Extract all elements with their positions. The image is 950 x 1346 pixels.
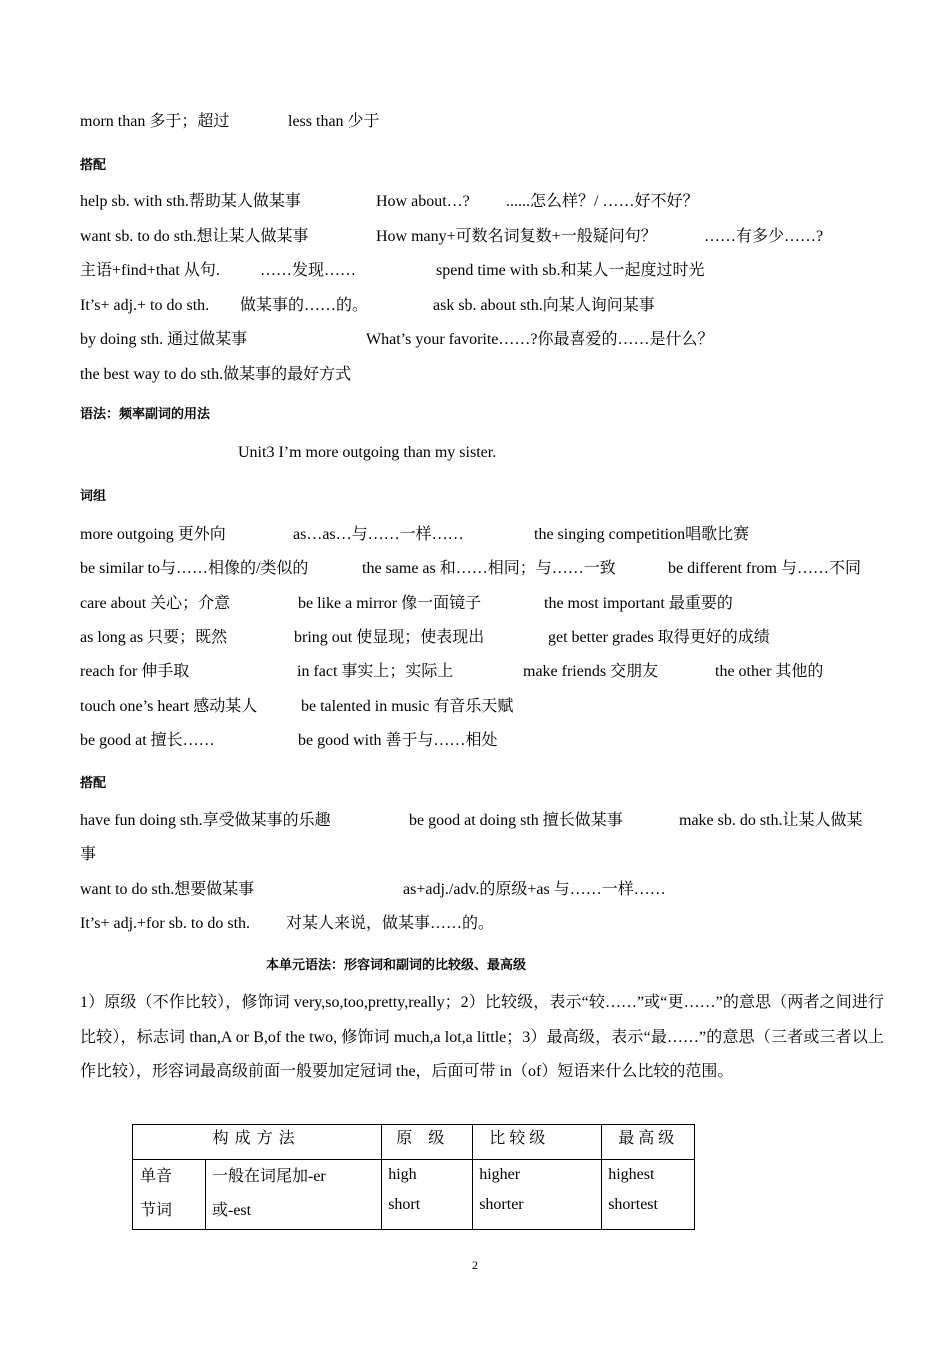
cell-line: 一般在词尾加-er	[212, 1168, 326, 1185]
phrase-item: the most important 最重要的	[544, 595, 733, 612]
phrase-item: want to do sth.想要做某事	[80, 881, 255, 898]
table-row	[133, 1160, 695, 1230]
phrase-item: ask sb. about sth.向某人询问某事	[433, 297, 655, 314]
grammar-heading: 本单元语法：形容词和副词的比较级、最高级	[266, 958, 527, 973]
phrase-item: 对某人来说，做某事……的。	[286, 915, 495, 932]
phrase-item: 做某事的……的。	[240, 297, 369, 314]
phrase-item: as long as 只要；既然	[80, 629, 228, 646]
phrase-item: How about…?	[376, 193, 470, 210]
phrase-item: It’s+ adj.+for sb. to do sth.	[80, 915, 251, 932]
phrase-item: be like a mirror 像一面镜子	[298, 595, 482, 612]
phrase-item: make sb. do sth.让某人做某	[679, 812, 863, 829]
phrase-item: spend time with sb.和某人一起度过时光	[436, 262, 705, 279]
cell-line: shortest	[608, 1196, 658, 1213]
phrase-item: ……有多少……?	[704, 228, 824, 245]
section-heading: 词组	[80, 489, 107, 504]
phrase-item: How many+可数名词复数+一般疑问句？	[376, 228, 657, 245]
cell-line: shorter	[479, 1196, 524, 1213]
phrase-item: the same as 和……相同；与……一致	[362, 560, 616, 577]
grammar-heading: 语法：频率副词的用法	[80, 407, 211, 422]
phrase-item: in fact 事实上；实际上	[297, 663, 454, 680]
header-cell: 构 成 方 法	[133, 1125, 382, 1160]
table-cell	[133, 1160, 206, 1230]
phrase-item: be good with 善于与……相处	[298, 732, 498, 749]
page-number: 2	[472, 1258, 478, 1272]
phrase-item: care about 关心；介意	[80, 595, 231, 612]
cell-line: 单音	[140, 1168, 173, 1185]
cell-line: high	[388, 1166, 417, 1183]
phrase-item: as…as…与……一样……	[293, 526, 464, 543]
header-cell: 最 高 级	[602, 1125, 695, 1160]
vocab-item: morn than 多于；超过	[80, 113, 230, 130]
cell-line: highest	[608, 1166, 655, 1183]
phrase-item: ......怎么样？/ ……好不好？	[506, 193, 699, 210]
cell-line: 或-est	[212, 1202, 252, 1219]
section-heading: 搭配	[80, 158, 107, 173]
phrase-item: be good at 擅长……	[80, 732, 215, 749]
phrase-item: get better grades 取得更好的成绩	[548, 629, 770, 646]
table-header-row	[133, 1125, 695, 1160]
phrase-item: reach for 伸手取	[80, 663, 190, 680]
phrase-item: make friends 交朋友	[523, 663, 659, 680]
table-cell	[382, 1160, 473, 1230]
vocab-item: less than 少于	[288, 113, 380, 130]
phrase-item: bring out 使显现；使表现出	[294, 629, 485, 646]
cell-line: 节词	[140, 1202, 173, 1219]
phrase-item: as+adj./adv.的原级+as 与……一样……	[403, 881, 666, 898]
table-cell	[206, 1160, 382, 1230]
phrase-item: be different from 与……不同	[668, 560, 861, 577]
phrase-item: touch one’s heart 感动某人	[80, 698, 258, 715]
phrase-item: 主语+find+that 从句.	[80, 262, 220, 279]
table-cell	[602, 1160, 695, 1230]
phrase-item: have fun doing sth.享受做某事的乐趣	[80, 812, 331, 829]
section-heading: 搭配	[80, 776, 107, 791]
cell-line: higher	[479, 1166, 521, 1183]
phrase-item: want sb. to do sth.想让某人做某事	[80, 228, 309, 245]
header-cell: 原 级	[382, 1125, 473, 1160]
phrase-item: by doing sth. 通过做某事	[80, 331, 248, 348]
phrase-item: be similar to与……相像的/类似的	[80, 560, 309, 577]
unit-title: Unit3 I’m more outgoing than my sister.	[238, 444, 497, 461]
phrase-item: It’s+ adj.+ to do sth.	[80, 297, 210, 314]
table-cell	[473, 1160, 602, 1230]
phrase-item: 事	[80, 846, 97, 863]
cell-line: short	[388, 1196, 421, 1213]
phrase-item: be talented in music 有音乐天赋	[301, 698, 514, 715]
phrase-item: ……发现……	[260, 262, 357, 279]
phrase-item: be good at doing sth 擅长做某事	[409, 812, 623, 829]
grammar-paragraph: 1）原级（不作比较），修饰词 very,so,too,pretty,really；2）比较级，表示“较……”或“更……”的意思（两者之间进行比较），标志词 than,A or B,of the two, 修饰词 much,a lot,a little；3）最高级，表示“最……”的意思（三者或三者以上作比较），形容词最高级前面一般要加定冠词 the，后面可带 in（of）短语来什么比较的范围。	[80, 994, 884, 1080]
phrase-item: help sb. with sth.帮助某人做某事	[80, 193, 301, 210]
comparison-table	[132, 1124, 695, 1230]
phrase-item: more outgoing 更外向	[80, 526, 226, 543]
header-cell: 比 较 级	[473, 1125, 602, 1160]
phrase-item: the other 其他的	[715, 663, 824, 680]
phrase-item: the best way to do sth.做某事的最好方式	[80, 366, 352, 383]
phrase-item: What’s your favorite……?你最喜爱的……是什么？	[366, 331, 714, 348]
phrase-item: the singing competition唱歌比赛	[534, 526, 750, 543]
